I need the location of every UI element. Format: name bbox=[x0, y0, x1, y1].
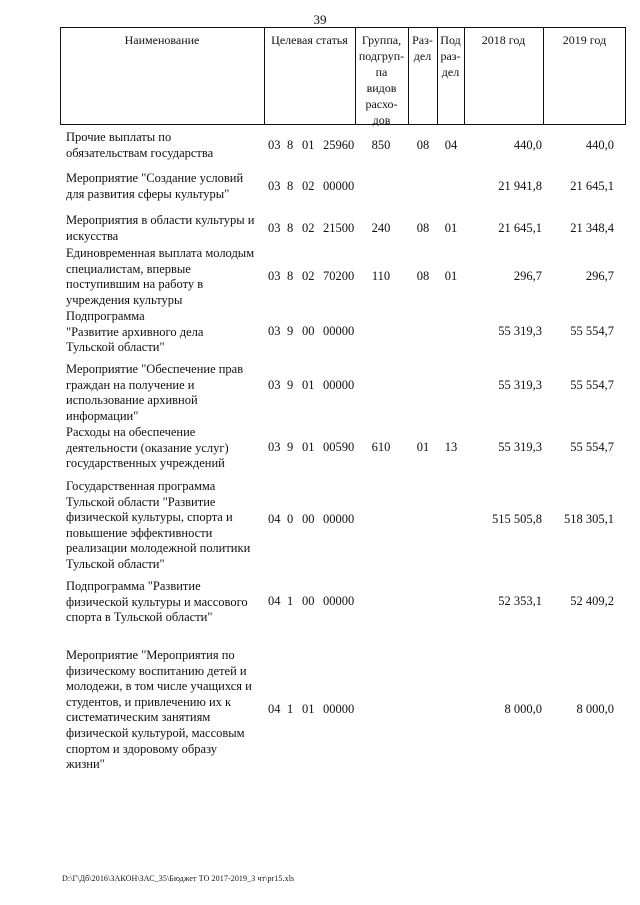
header-group bbox=[355, 32, 408, 128]
amount-2018: 55 319,3 bbox=[498, 378, 542, 392]
target-code-part: 03 bbox=[268, 440, 281, 454]
target-code-part: 00000 bbox=[323, 594, 355, 608]
amount-2019: 8 000,0 bbox=[576, 702, 614, 716]
target-code-part: 0 bbox=[287, 512, 294, 526]
amount-2018: 8 000,0 bbox=[504, 702, 542, 716]
group-code: 850 bbox=[371, 138, 391, 152]
group-code: 110 bbox=[371, 269, 391, 283]
row-name-line: "Развитие архивного дела bbox=[66, 324, 204, 339]
target-code-part: 03 bbox=[268, 138, 281, 152]
section-code: 01 bbox=[416, 440, 430, 454]
row-name-line: деятельности (оказание услуг) bbox=[66, 440, 229, 455]
amount-2018: 21 645,1 bbox=[498, 221, 542, 235]
row-name-line: систематическим занятиям bbox=[66, 710, 211, 725]
row-name-line: информации" bbox=[66, 408, 139, 423]
target-code-part: 8 bbox=[287, 179, 294, 193]
header-section bbox=[408, 32, 437, 64]
header.group_lines-line: видов bbox=[366, 81, 397, 95]
amount-2018: 440,0 bbox=[513, 138, 542, 152]
header.subsection_lines-line: дел bbox=[441, 65, 460, 79]
amount-2019: 518 305,1 bbox=[564, 512, 614, 526]
row-name-line: Прочие выплаты по bbox=[66, 130, 172, 144]
target-article-code bbox=[268, 179, 366, 195]
row-name-line: спортом и здоровому образу bbox=[66, 741, 218, 756]
amount-2019: 21 645,1 bbox=[570, 179, 614, 193]
target-article-code bbox=[268, 221, 366, 237]
header.section_lines-line: дел bbox=[413, 49, 432, 63]
header.subsection_lines-line: раз- bbox=[440, 49, 461, 63]
target-code-part: 1 bbox=[287, 702, 294, 716]
target-code-part: 8 bbox=[287, 138, 294, 152]
row-name-line: физической культуры и массового bbox=[66, 594, 248, 609]
header.group_lines-line: Группа, bbox=[361, 33, 402, 47]
page-number: 39 bbox=[313, 12, 327, 27]
row-name-line: Мероприятие "Мероприятия по bbox=[66, 648, 235, 662]
target-article-code bbox=[268, 594, 366, 610]
row-name-line: Тульской области" bbox=[66, 340, 165, 355]
header.group_lines-line: па bbox=[375, 65, 388, 79]
amount-2018: 55 319,3 bbox=[498, 324, 542, 338]
target-article-code bbox=[268, 324, 366, 340]
amount-2019: 55 554,7 bbox=[570, 324, 614, 338]
target-article-code bbox=[268, 269, 366, 285]
target-code-part: 00590 bbox=[323, 440, 355, 454]
row-name-line: физической культурой, массовым bbox=[66, 726, 245, 740]
row-name-line: Тульской области "Развитие bbox=[66, 494, 216, 509]
target-code-part: 04 bbox=[268, 512, 281, 526]
row-name-line: Единовременная выплата молодым bbox=[66, 246, 255, 260]
row-name-line: граждан на получение и bbox=[66, 377, 195, 392]
row-name-line: Подпрограмма "Развитие bbox=[66, 579, 201, 593]
target-code-part: 00 bbox=[302, 512, 315, 526]
target-code-part: 00000 bbox=[323, 378, 355, 392]
header.group_lines-line: расхо- bbox=[365, 97, 398, 111]
target-article-code bbox=[268, 378, 366, 394]
row-name-line: Государственная программа bbox=[66, 479, 216, 493]
target-code-part: 03 bbox=[268, 324, 281, 338]
target-code-part: 03 bbox=[268, 269, 281, 283]
row-name-line: физической культуры, спорта и bbox=[66, 510, 233, 525]
header-year-2018: 2018 год bbox=[481, 33, 526, 47]
target-code-part: 02 bbox=[302, 269, 315, 283]
header.group_lines-line: дов bbox=[372, 113, 391, 127]
amount-2019: 52 409,2 bbox=[570, 594, 614, 608]
target-code-part: 9 bbox=[287, 324, 294, 338]
row-name-line: учреждения культуры bbox=[66, 292, 183, 307]
target-code-part: 03 bbox=[268, 179, 281, 193]
amount-2018: 55 319,3 bbox=[498, 440, 542, 454]
subsection-code: 04 bbox=[444, 138, 458, 152]
subsection-code: 01 bbox=[444, 221, 458, 235]
row-name-line: жизни" bbox=[66, 757, 105, 772]
target-code-part: 01 bbox=[302, 378, 315, 392]
amount-2018: 296,7 bbox=[513, 269, 542, 283]
target-code-part: 04 bbox=[268, 594, 281, 608]
header.group_lines-line: подгруп- bbox=[358, 49, 405, 63]
group-code: 240 bbox=[371, 221, 391, 235]
target-article-code bbox=[268, 440, 366, 456]
row-name-line: Мероприятия в области культуры и bbox=[66, 213, 255, 227]
amount-2019: 440,0 bbox=[585, 138, 614, 152]
amount-2018: 21 941,8 bbox=[498, 179, 542, 193]
row-name-line: Расходы на обеспечение bbox=[66, 425, 196, 439]
target-code-part: 02 bbox=[302, 221, 315, 235]
header.subsection_lines-line: Под bbox=[440, 33, 461, 47]
section-code: 08 bbox=[416, 138, 430, 152]
row-name-line: спорта в Тульской области" bbox=[66, 610, 213, 625]
target-code-part: 00000 bbox=[323, 179, 355, 193]
row-name-line: использование архивной bbox=[66, 393, 198, 408]
row-name-line: студентов, и привлечению их к bbox=[66, 694, 232, 709]
amount-2018: 52 353,1 bbox=[498, 594, 542, 608]
target-code-part: 00000 bbox=[323, 702, 355, 716]
amount-2019: 296,7 bbox=[585, 269, 614, 283]
amount-2019: 55 554,7 bbox=[570, 378, 614, 392]
row-name-line: государственных учреждений bbox=[66, 456, 225, 471]
target-code-part: 03 bbox=[268, 221, 281, 235]
amount-2019: 55 554,7 bbox=[570, 440, 614, 454]
target-code-part: 00000 bbox=[323, 512, 355, 526]
target-code-part: 01 bbox=[302, 440, 315, 454]
row-name-line: поступившим на работу в bbox=[66, 277, 204, 292]
target-code-part: 8 bbox=[287, 269, 294, 283]
target-code-part: 1 bbox=[287, 594, 294, 608]
target-code-part: 21500 bbox=[323, 221, 355, 235]
target-article-code bbox=[268, 138, 366, 154]
row-name-line: физическому воспитанию детей и bbox=[66, 663, 247, 678]
target-code-part: 8 bbox=[287, 221, 294, 235]
header-subsection bbox=[437, 32, 464, 80]
target-code-part: 02 bbox=[302, 179, 315, 193]
row-name-line: молодежи, в том числе учащихся и bbox=[66, 679, 252, 694]
row-name-line: искусства bbox=[66, 228, 119, 243]
header-name: Наименование bbox=[124, 33, 200, 47]
target-code-part: 25960 bbox=[323, 138, 355, 152]
target-code-part: 01 bbox=[302, 702, 315, 716]
row-name-line: для развития сферы культуры" bbox=[66, 186, 230, 201]
target-code-part: 01 bbox=[302, 138, 315, 152]
target-code-part: 00 bbox=[302, 324, 315, 338]
target-code-part: 70200 bbox=[323, 269, 355, 283]
row-name-line: Мероприятие "Обеспечение прав bbox=[66, 362, 244, 376]
target-code-part: 00000 bbox=[323, 324, 355, 338]
header-target: Целевая статья bbox=[271, 33, 348, 47]
file-path-footer: D:\Г\Дб\2016\ЗАКОН\ЗАС_35\Бюджет ТО 2017-2019_3 чт\pr15.xls bbox=[62, 874, 295, 883]
target-code-part: 04 bbox=[268, 702, 281, 716]
row-name-line: реализации молодежной политики bbox=[66, 541, 251, 556]
target-code-part: 9 bbox=[287, 378, 294, 392]
row-name-line: обязательствам государства bbox=[66, 145, 214, 160]
amount-2019: 21 348,4 bbox=[570, 221, 614, 235]
row-name-line: повышение эффективности bbox=[66, 525, 213, 540]
group-code: 610 bbox=[371, 440, 391, 454]
section-code: 08 bbox=[416, 221, 430, 235]
target-article-code bbox=[268, 512, 366, 528]
target-article-code bbox=[268, 702, 366, 718]
target-code-part: 00 bbox=[302, 594, 315, 608]
subsection-code: 13 bbox=[444, 440, 458, 454]
subsection-code: 01 bbox=[444, 269, 458, 283]
row-name-line: Тульской области" bbox=[66, 557, 165, 571]
header.section_lines-line: Раз- bbox=[412, 33, 433, 47]
row-name-line: Мероприятие "Создание условий bbox=[66, 171, 244, 185]
header-year-2019: 2019 год bbox=[562, 33, 607, 47]
target-code-part: 03 bbox=[268, 378, 281, 392]
row-name-line: Подпрограмма bbox=[66, 309, 145, 323]
amount-2018: 515 505,8 bbox=[492, 512, 542, 526]
section-code: 08 bbox=[416, 269, 430, 283]
target-code-part: 9 bbox=[287, 440, 294, 454]
row-name-line: специалистам, впервые bbox=[66, 261, 191, 276]
